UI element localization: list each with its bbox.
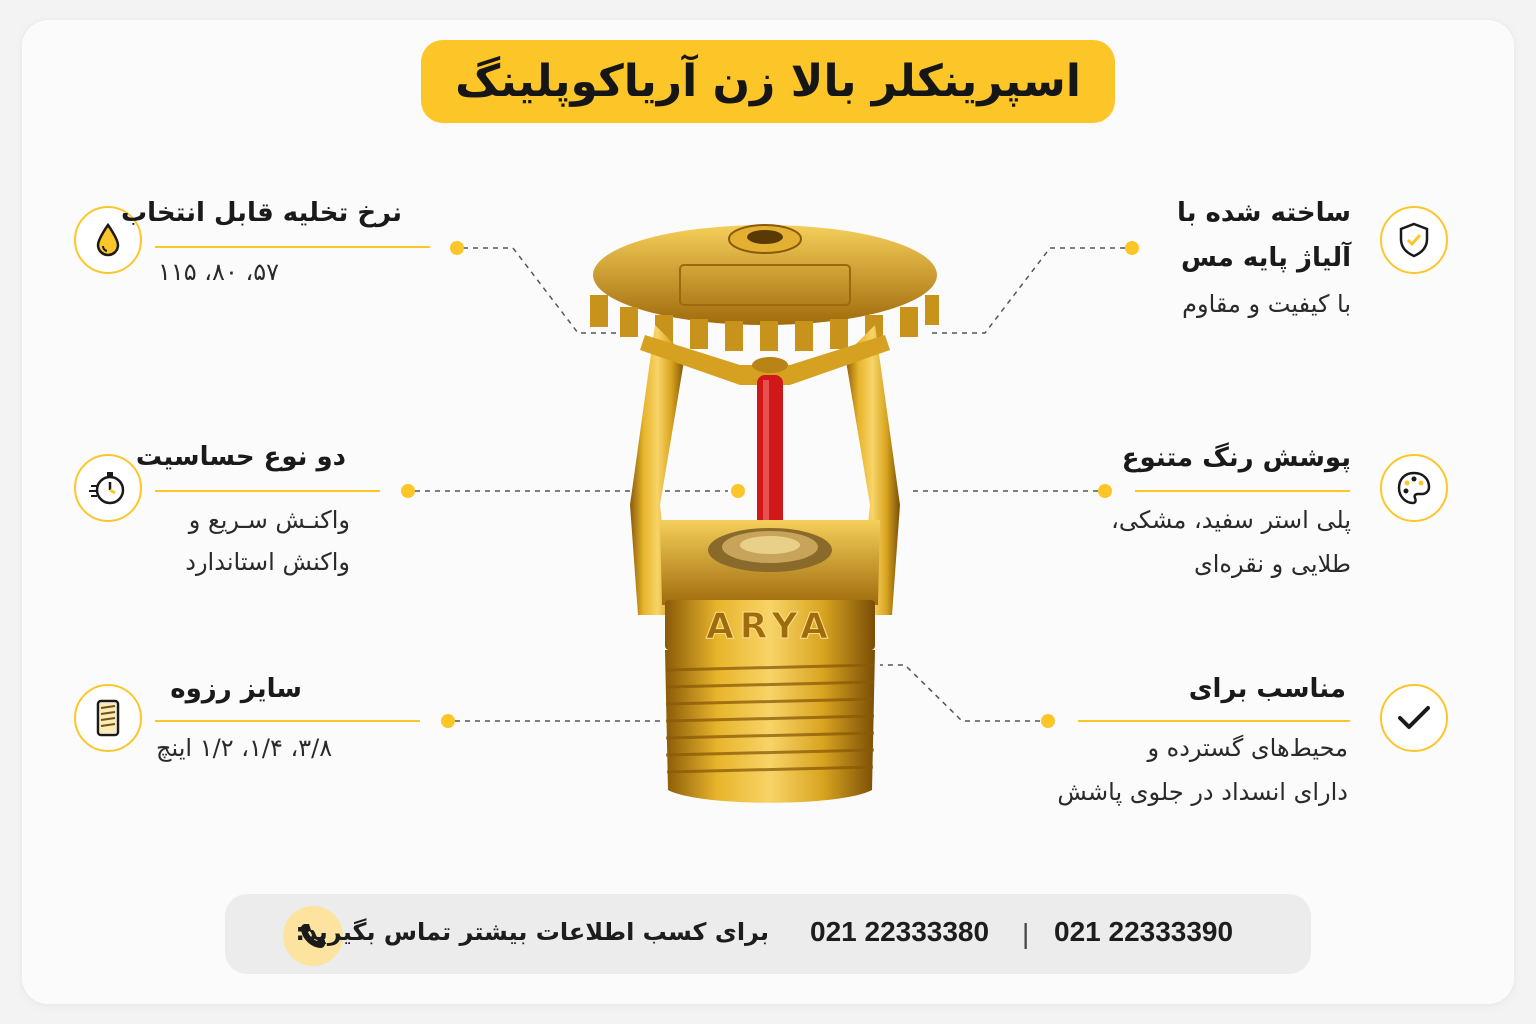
feature-suitable-line-1: محیط‌های گسترده و (1147, 734, 1348, 762)
feature-discharge-values: ۵۷، ۸۰، ۱۱۵ (158, 258, 279, 286)
feature-material-dot (1125, 241, 1139, 255)
contact-cta: برای کسب اطلاعات بیشتر تماس بگیرید: (295, 918, 769, 946)
feature-material-line-1: با کیفیت و مقاوم (1182, 290, 1351, 318)
feature-thread-heading: سایز رزوه (170, 674, 302, 704)
phone-separator: | (1022, 918, 1030, 949)
feature-coating-underline (1135, 490, 1350, 492)
feature-coating-dot (1098, 484, 1112, 498)
checkmark-icon (1380, 684, 1448, 752)
feature-sensitivity-line-2: واکنش استاندارد (185, 548, 350, 576)
feature-material-heading-2: آلیاژ پایه مس (1180, 243, 1351, 273)
feature-sensitivity-line-1: واکنـش سـریع و (188, 506, 350, 534)
feature-thread-dot (441, 714, 455, 728)
stopwatch-icon (74, 454, 142, 522)
feature-suitable-dot (1041, 714, 1055, 728)
feature-thread-underline (155, 720, 420, 722)
thread-icon (74, 684, 142, 752)
phone-number-2[interactable]: 021 22333390 (1054, 916, 1234, 947)
feature-suitable-underline (1078, 720, 1350, 722)
feature-sensitivity-dot (401, 484, 415, 498)
feature-sensitivity-heading: دو نوع حساسیت (135, 442, 346, 472)
feature-discharge-underline (155, 246, 430, 248)
feature-material-heading-1: ساخته شده با (1176, 198, 1351, 228)
sprinkler-image (560, 215, 980, 815)
feature-discharge-heading: نرخ تخلیه قابل انتخاب (121, 198, 402, 228)
phone-number-1[interactable]: 021 22333380 (810, 916, 990, 947)
feature-suitable-heading: مناسب برای (1188, 674, 1346, 704)
feature-sensitivity-underline (155, 490, 380, 492)
page-title: اسپرینکلر بالا زن آریاکوپلینگ (455, 56, 1081, 107)
feature-suitable-line-2: دارای انسداد در جلوی پاشش (1057, 778, 1348, 806)
brand-stamp: ARYA (705, 606, 835, 647)
feature-coating-line-2: طلایی و نقره‌ای (1193, 550, 1351, 578)
feature-thread-values: ۳/۸، ۱/۴، ۱/۲ اینچ (156, 734, 333, 762)
shield-check-icon (1380, 206, 1448, 274)
palette-icon (1380, 454, 1448, 522)
feature-discharge-dot (450, 241, 464, 255)
feature-coating-line-1: پلی استر سفید، مشکی، (1111, 506, 1351, 534)
feature-coating-heading: پوشش رنگ متنوع (1121, 443, 1351, 473)
